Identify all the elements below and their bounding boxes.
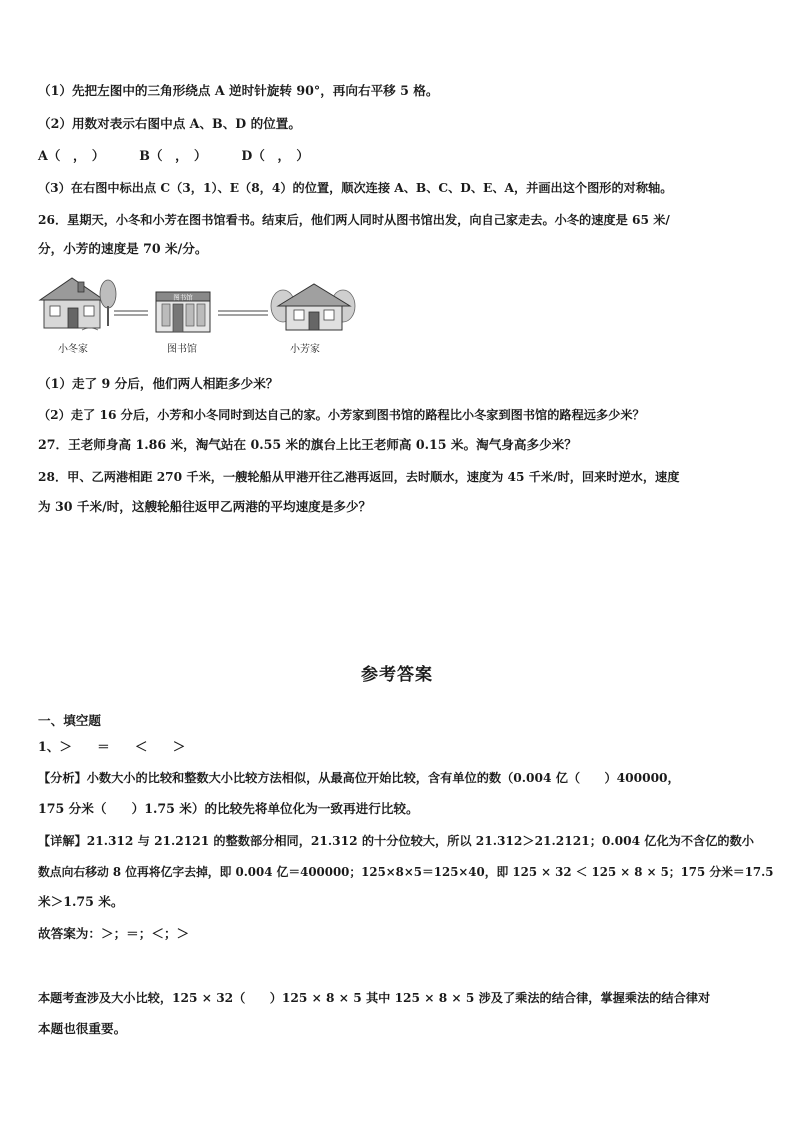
- q26-stem-line2: 分，小芳的速度是 70 米/分。: [38, 241, 208, 256]
- q26-part1: （1）走了 9 分后，他们两人相距多少米？: [38, 376, 279, 391]
- q26-stem-line1: 26．星期天，小冬和小芳在图书馆看书。结束后，他们两人同时从图书馆出发，向自己家走去。小冬的速度是 65 米/: [38, 213, 670, 227]
- q25-answer-row: [38, 148, 309, 164]
- detail-line1: 【详解】21.312 与 21.2121 的整数部分相同，21.312 的十分位较大，所以 21.312＞21.2121；0.004 亿化为不含亿的数小: [38, 834, 754, 848]
- label-library: 图书馆: [167, 344, 197, 355]
- note-line1: 本题考查涉及大小比较，125 × 32（ ）125 × 8 × 5 其中 125 × 8 × 5 涉及了乘法的结合律，掌握乘法的结合律对: [38, 991, 711, 1005]
- detail-line2: 数点向右移动 8 位再将亿字去掉，即 0.004 亿＝400000；125×8×5＝125×40，即 125 × 32 ＜ 125 × 8 × 5；175 分米＝17.5: [38, 865, 774, 879]
- q28-line1: 28．甲、乙两港相距 270 千米，一艘轮船从甲港开往乙港再返回，去时顺水，速度为 45 千米/时，回来时逆水，速度: [38, 470, 680, 484]
- xiaodong-house-icon: [40, 278, 116, 330]
- label-xiaofang-home: 小芳家: [290, 344, 320, 355]
- q28-line2: 为 30 千米/时，这艘轮船往返甲乙两港的平均速度是多少？: [38, 499, 372, 514]
- route-illustration: [38, 272, 368, 342]
- section-heading: 一、填空题: [38, 713, 101, 728]
- detail-line3: 米＞1.75 米。: [38, 894, 124, 909]
- q25-part2: （2）用数对表示右图中点 A、B、D 的位置。: [38, 116, 301, 131]
- xiaofang-house-icon: [271, 284, 355, 330]
- label-xiaodong-home: 小冬家: [58, 344, 88, 355]
- q25-part1: （1）先把左图中的三角形绕点 A 逆时针旋转 90°，再向右平移 5 格。: [38, 83, 439, 98]
- final-answer: 故答案为：＞；＝；＜；＞: [38, 926, 190, 941]
- note-line2: 本题也很重要。: [38, 1021, 127, 1036]
- analysis-line2: 175 分米（ ）1.75 米）的比较先将单位化为一致再进行比较。: [38, 801, 419, 816]
- q25-part3: （3）在右图中标出点 C（3，1）、E（8，4）的位置，顺次连接 A、B、C、D、E、A，并画出这个图形的对称轴。: [38, 181, 673, 195]
- answer-1: 1、＞ ＝ ＜ ＞: [38, 739, 186, 754]
- answer-a: A（ ， ）: [38, 148, 105, 163]
- answers-title: 参考答案: [361, 665, 433, 685]
- answer-d: D（ ， ）: [241, 148, 309, 163]
- library-sign: 图书馆: [173, 293, 193, 302]
- q26-part2: （2）走了 16 分后，小芳和小冬同时到达自己的家。小芳家到图书馆的路程比小冬家到图书馆的路程远多少米？: [38, 408, 645, 422]
- answer-b: B（ ， ）: [139, 148, 207, 163]
- analysis-line1: 【分析】小数大小的比较和整数大小比较方法相似，从最高位开始比较，含有单位的数（0.004 亿（ ）400000，: [38, 771, 680, 785]
- q27: 27．王老师身高 1.86 米，淘气站在 0.55 米的旗台上比王老师高 0.15 米。淘气身高多少米？: [38, 437, 577, 452]
- library-icon: [156, 292, 210, 332]
